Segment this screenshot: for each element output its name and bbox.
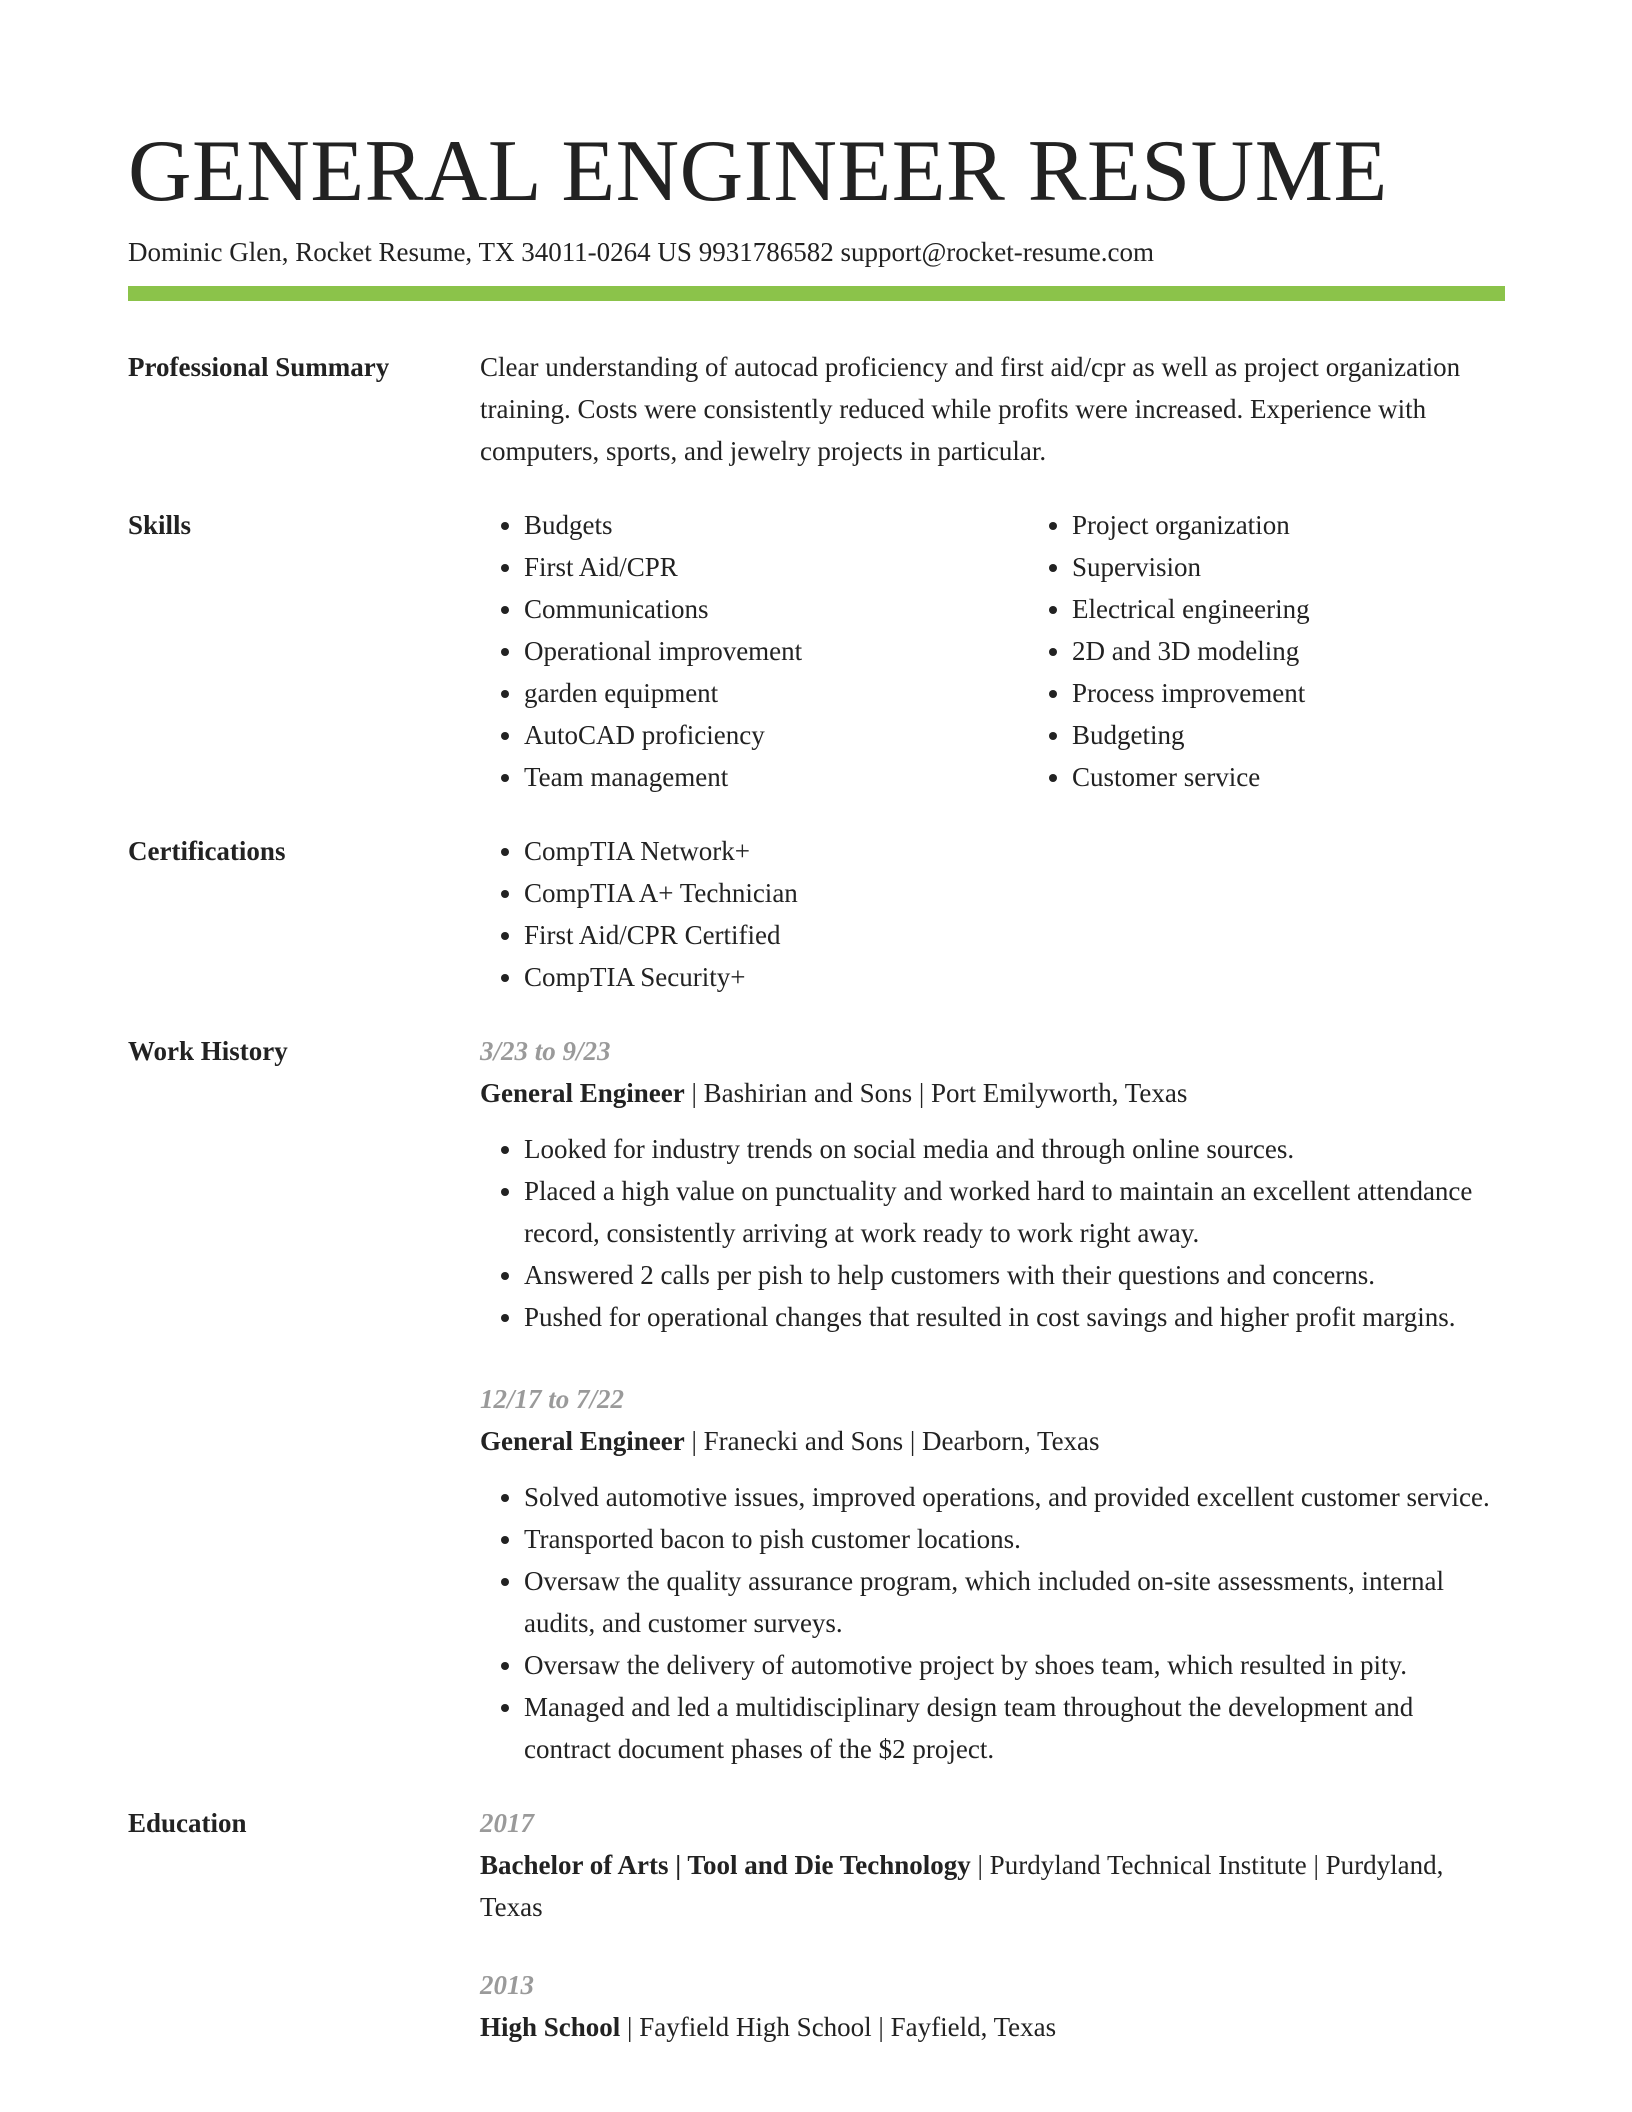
certification-item: • First Aid/CPR Certified — [524, 914, 1505, 956]
job-dates: 12/17 to 7/22 — [480, 1384, 625, 1414]
certification-item: • CompTIA Security+ — [524, 956, 1505, 998]
skill-item: • garden equipment — [524, 672, 1028, 714]
education-details: | Fayfield High School | Fayfield, Texas — [620, 2012, 1057, 2042]
job-bullet: • Placed a high value on punctuality and worked hard to maintain an excellent attendance record, consistently arriving at work ready to work right away. — [524, 1170, 1505, 1254]
job-bullets — [480, 1476, 1505, 1770]
job-bullet: • Looked for industry trends on social media and through online sources. — [524, 1128, 1505, 1170]
summary-text: Clear understanding of autocad proficiency and first aid/cpr as well as project organization training. Costs were consistently reduced while profits were increased. Experience with computers, sports, and jewelry projects in particular. — [480, 352, 1461, 466]
education-year: 2013 — [480, 1970, 534, 2000]
skill-item: • Supervision — [1072, 546, 1505, 588]
job-bullet: • Solved automotive issues, improved operations, and provided excellent customer service. — [524, 1476, 1505, 1518]
header-divider — [128, 286, 1505, 301]
resume-header — [128, 120, 1505, 270]
education-line — [480, 1844, 1505, 1928]
skill-item: • First Aid/CPR — [524, 546, 1028, 588]
job-bullet: • Oversaw the quality assurance program, which included on-site assessments, internal audits, and customer surveys. — [524, 1560, 1505, 1644]
education-year: 2017 — [480, 1808, 534, 1838]
section-summary — [128, 346, 1505, 472]
job-bullets — [480, 1128, 1505, 1338]
education-degree: Bachelor of Arts | Tool and Die Technology — [480, 1850, 971, 1880]
section-label: Education — [128, 1808, 247, 1838]
skill-item: • AutoCAD proficiency — [524, 714, 1028, 756]
skill-item: • Process improvement — [1072, 672, 1505, 714]
job-entry — [480, 1378, 1505, 1770]
skill-item: • Customer service — [1072, 756, 1505, 798]
section-skills — [128, 504, 1505, 798]
job-details: | Franecki and Sons | Dearborn, Texas — [684, 1426, 1100, 1456]
education-degree: High School — [480, 2012, 621, 2042]
skill-item: • Electrical engineering — [1072, 588, 1505, 630]
skills-column-2 — [1028, 504, 1505, 798]
job-bullet: • Transported bacon to pish customer locations. — [524, 1518, 1505, 1560]
skill-item: • Team management — [524, 756, 1028, 798]
job-bullet: • Answered 2 calls per pish to help customers with their questions and concerns. — [524, 1254, 1505, 1296]
skill-item: • Budgets — [524, 504, 1028, 546]
skill-item: • Communications — [524, 588, 1028, 630]
education-line — [480, 2006, 1505, 2048]
certification-item: • CompTIA Network+ — [524, 830, 1505, 872]
certifications-list — [480, 830, 1505, 998]
job-bullet: • Pushed for operational changes that resulted in cost savings and higher profit margins. — [524, 1296, 1505, 1338]
contact-line: Dominic Glen, Rocket Resume, TX 34011-0264 US 9931786582 support@rocket-resume.com — [128, 237, 1154, 267]
skill-item: • Budgeting — [1072, 714, 1505, 756]
education-entry — [480, 1802, 1505, 1928]
skill-item: • Project organization — [1072, 504, 1505, 546]
resume-content — [128, 346, 1505, 2080]
section-label: Work History — [128, 1036, 288, 1066]
section-certifications — [128, 830, 1505, 998]
education-entry — [480, 1964, 1505, 2048]
skills-column-1 — [480, 504, 1028, 798]
job-line — [480, 1420, 1505, 1462]
education-details: | Purdyland Technical Institute | Purdyland, Texas — [480, 1850, 1444, 1922]
job-title: General Engineer — [480, 1078, 685, 1108]
job-dates: 3/23 to 9/23 — [480, 1036, 611, 1066]
skill-item: • 2D and 3D modeling — [1072, 630, 1505, 672]
job-bullet: • Managed and led a multidisciplinary design team throughout the development and contract document phases of the $2 project. — [524, 1686, 1505, 1770]
section-label: Certifications — [128, 836, 286, 866]
section-work-history — [128, 1030, 1505, 1770]
job-details: | Bashirian and Sons | Port Emilyworth, Texas — [684, 1078, 1188, 1108]
skill-item: • Operational improvement — [524, 630, 1028, 672]
job-line — [480, 1072, 1505, 1114]
section-label: Professional Summary — [128, 352, 390, 382]
section-education — [128, 1802, 1505, 2048]
job-bullet: • Oversaw the delivery of automotive project by shoes team, which resulted in pity. — [524, 1644, 1505, 1686]
page-title: GENERAL ENGINEER RESUME — [128, 123, 1388, 220]
job-title: General Engineer — [480, 1426, 685, 1456]
certification-item: • CompTIA A+ Technician — [524, 872, 1505, 914]
job-entry — [480, 1030, 1505, 1338]
section-label: Skills — [128, 510, 192, 540]
